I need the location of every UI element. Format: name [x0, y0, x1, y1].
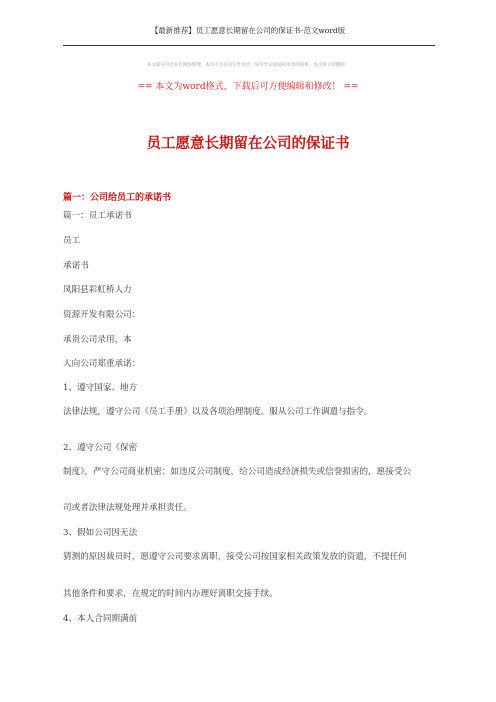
paragraph: 猜测的原因裁员时，愿遵守公司要求离职，接受公司按国家相关政策发放的资遣，不提任何 — [63, 552, 407, 562]
paragraph: 篇一：员工承诺书 — [63, 211, 132, 221]
paragraph: 人向公司郑重承诺： — [63, 359, 141, 369]
paragraph: 3、假如公司因无法 — [63, 528, 138, 538]
paragraph: 4、本人合同期满前 — [63, 614, 138, 624]
disclaimer-text: 本文部分内容来自网络整理，本司不为其真实性负责，如有异议或侵权请及时联系，本司将立即删除！ — [146, 63, 350, 68]
section-heading: 篇一：公司给员工的承诺书 — [63, 193, 172, 203]
word-format-notice: == 本文为word格式，下载后可方便编辑和修改！ == — [137, 82, 359, 92]
paragraph: 司或者法律法规处理并承担责任。 — [63, 503, 192, 513]
paragraph: 承诺书 — [63, 261, 89, 271]
paragraph: 2、遵守公司《保密 — [63, 443, 138, 453]
header-divider — [63, 45, 435, 46]
paragraph: 其他条件和要求，在规定的时间内办理好离职交接手续。 — [63, 589, 278, 599]
paragraph: 员工 — [63, 236, 81, 246]
document-title: 员工愿意长期留在公司的保证书 — [146, 135, 350, 152]
paragraph: 资源开发有限公司： — [63, 310, 141, 320]
paragraph: 制度》，严守公司商业机密；如违反公司制度，给公司造成经济损失或信誉损害的，愿接受公 — [63, 467, 412, 477]
paragraph: 法律法规，遵守公司《员工手册》以及各项治理制度。服从公司工作调遣与指令。 — [63, 407, 373, 417]
header-title: 【最新推荐】员工愿意长期留在公司的保证书-范文word版 — [150, 26, 346, 35]
paragraph: 承贵公司录用，本 — [63, 335, 132, 345]
paragraph: 1、遵守国家、地方 — [63, 383, 138, 393]
paragraph: 凤阳县彩虹桥人力 — [63, 285, 132, 295]
